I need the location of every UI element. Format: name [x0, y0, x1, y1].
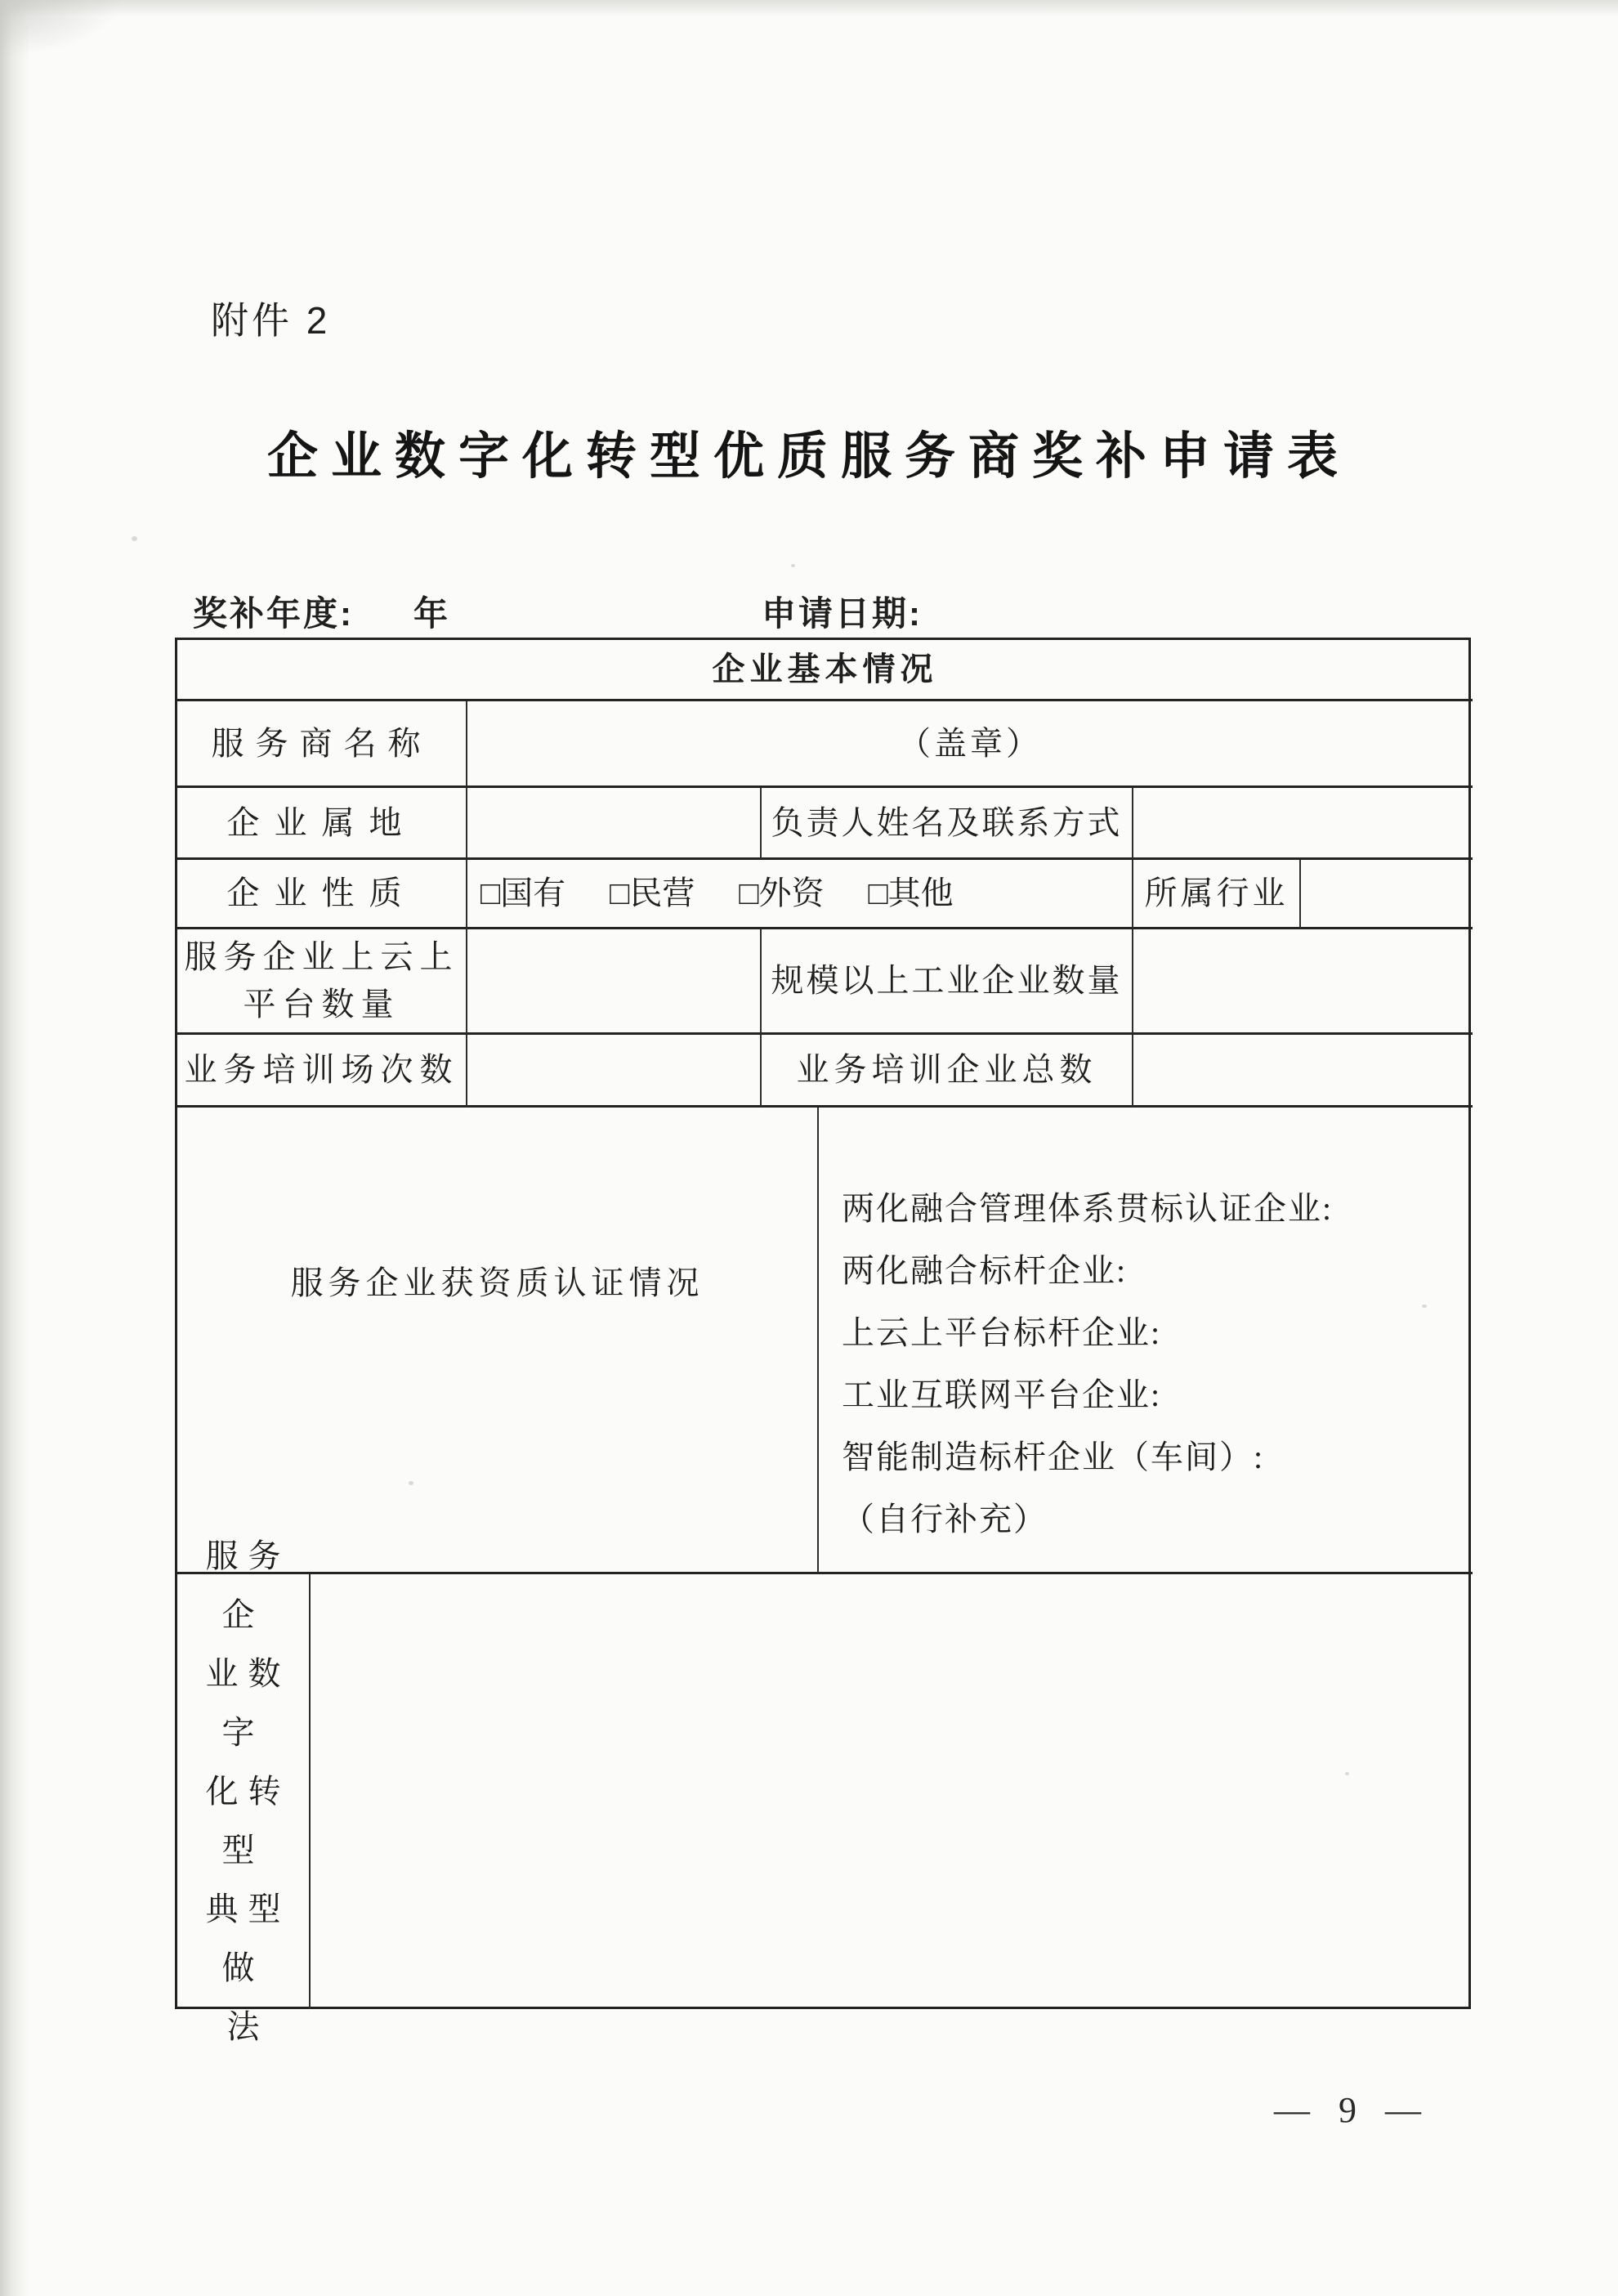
award-year-suffix: 年 [413, 594, 451, 633]
qualification-line-smart-manufacturing: 智能制造标杆企业（车间）: [842, 1439, 1265, 1475]
qualification-label: 服务企业获资质认证情况 [177, 1108, 819, 1574]
page-title: 企业数字化转型优质服务商奖补申请表 [266, 429, 1351, 485]
scan-edge-shadow-left [0, 0, 29, 2296]
attachment-label: 附件 2 [211, 299, 331, 342]
typical-practice-label-line: 业数字 [205, 1655, 291, 1751]
meta-line [0, 587, 1618, 633]
typical-practice-label-line: 典型做 [205, 1891, 291, 1986]
cloud-platform-count-label [177, 929, 467, 1035]
qualification-line-self-supplement: （自行补充） [842, 1501, 1048, 1537]
scan-edge-shadow-top [0, 0, 1618, 16]
service-provider-name-value-cell: （盖章） [467, 701, 1473, 788]
qualification-line-cloud-benchmark: 上云上平台标杆企业: [842, 1314, 1162, 1351]
typical-practice-label-line: 服务企 [205, 1537, 291, 1633]
training-total-value-cell [1133, 1035, 1473, 1108]
scale-industrial-count-value-cell [1133, 929, 1473, 1035]
checkbox-option-other: □其他 [868, 875, 954, 911]
service-provider-name-label: 服务商名称 [177, 701, 467, 788]
award-year-label: 奖补年度: [193, 594, 354, 633]
scan-speck [132, 536, 137, 541]
checkbox-option-state-owned: □国有 [480, 875, 566, 911]
company-nature-label: 企业性质 [177, 860, 467, 929]
qualification-line-integration-benchmark: 两化融合标杆企业: [842, 1252, 1128, 1289]
contact-person-value-cell [1133, 788, 1473, 860]
industry-value-cell [1301, 860, 1473, 929]
typical-practice-label-line: 法 [226, 2008, 270, 2045]
contact-person-label: 负责人姓名及联系方式 [762, 788, 1133, 860]
training-sessions-label: 业务培训场次数 [177, 1035, 467, 1108]
company-nature-options [467, 860, 1133, 929]
industry-label: 所属行业 [1133, 860, 1301, 929]
cloud-platform-count-value-cell [467, 929, 762, 1035]
scan-corner-shadow [0, 0, 123, 57]
table-section-header: 企业基本情况 [177, 640, 1473, 701]
company-location-label: 企业属地 [177, 788, 467, 860]
checkbox-option-private: □民营 [610, 875, 695, 911]
training-total-label: 业务培训企业总数 [762, 1035, 1133, 1108]
scan-speck [791, 564, 795, 567]
typical-practice-label-line: 化转型 [205, 1773, 291, 1869]
qualification-lines [819, 1108, 1473, 1574]
company-location-value-cell [467, 788, 762, 860]
cloud-platform-label-line1: 服务企业上云上 [184, 938, 459, 975]
apply-date-label: 申请日期: [762, 594, 923, 633]
application-form-table [175, 638, 1471, 2045]
typical-practice-value-cell [311, 1574, 1473, 2009]
checkbox-option-foreign: □外资 [739, 875, 825, 911]
typical-practice-label [177, 1537, 311, 2045]
cloud-platform-label-line2: 平台数量 [243, 986, 400, 1023]
training-sessions-value-cell [467, 1035, 762, 1108]
qualification-line-integration-cert: 两化融合管理体系贯标认证企业: [842, 1190, 1334, 1227]
scale-industrial-count-label: 规模以上工业企业数量 [762, 929, 1133, 1035]
page-number: — 9 — [1274, 2090, 1423, 2130]
qualification-line-industrial-internet: 工业互联网平台企业: [842, 1376, 1162, 1413]
